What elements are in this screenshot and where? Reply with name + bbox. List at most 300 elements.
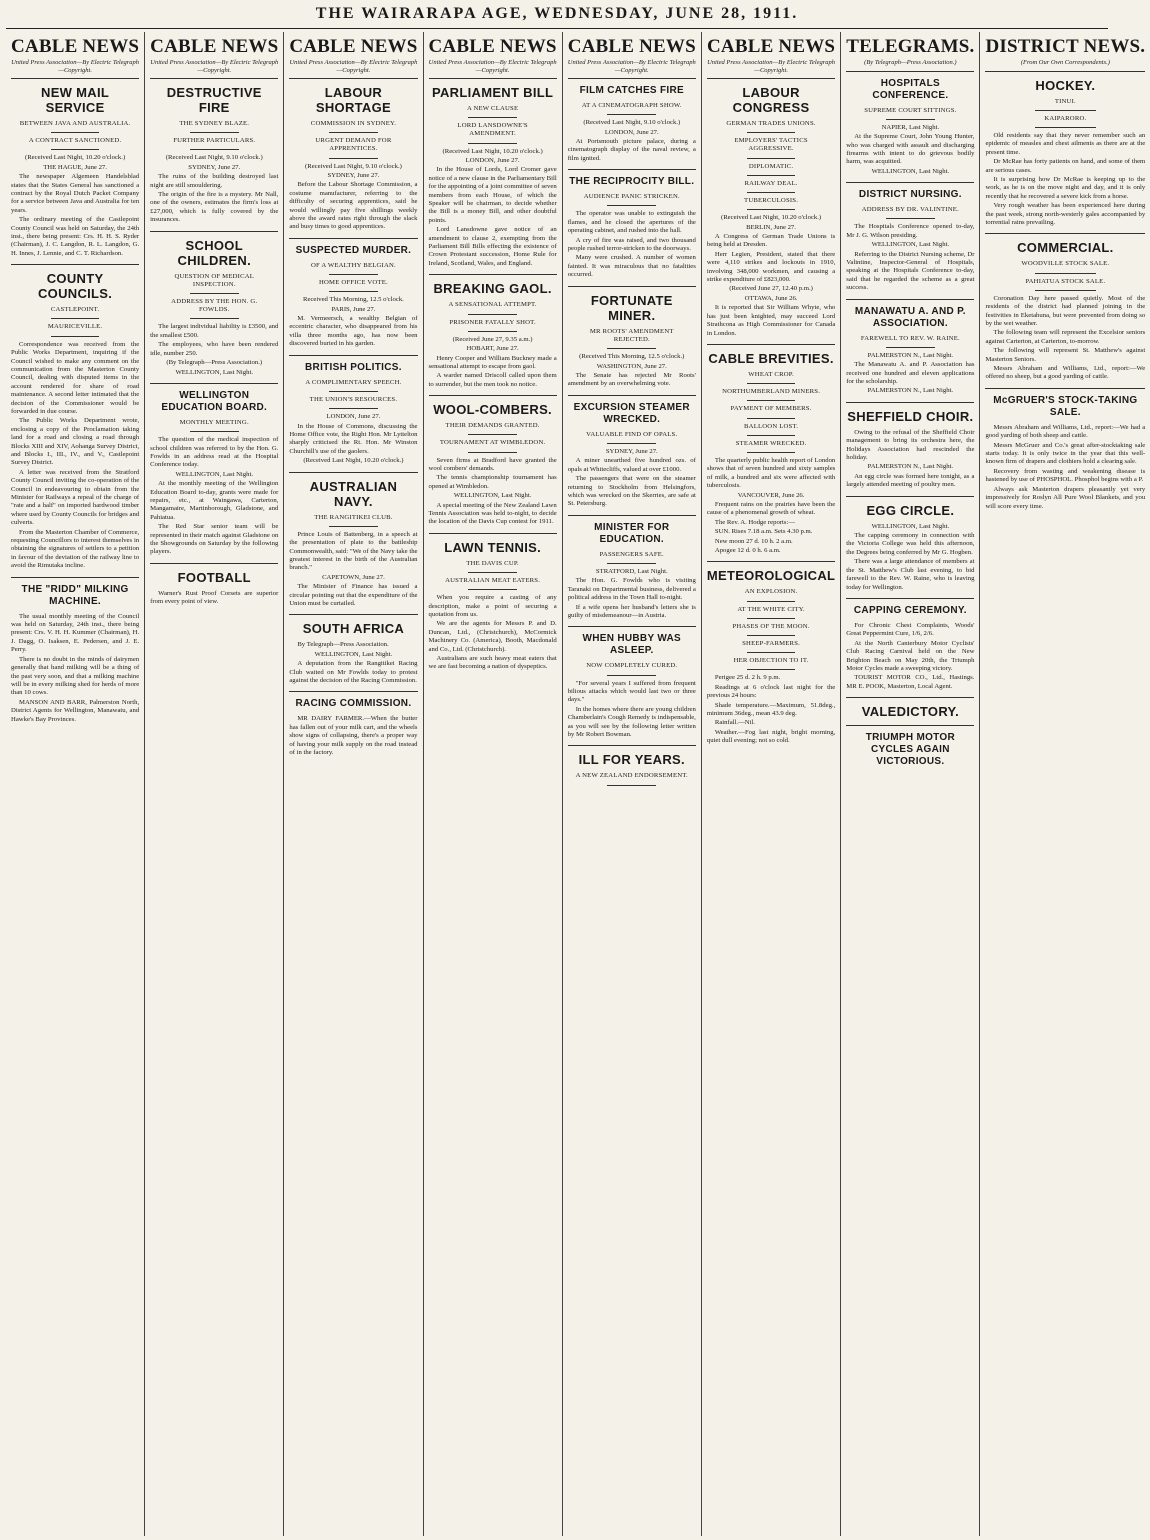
article-paragraph: (Received Last Night, 10.20 o'clock.): [442, 147, 543, 155]
article-subheading: ADDRESS BY THE HON. G. FOWLDS.: [171, 298, 258, 314]
column-5: [563, 32, 702, 1536]
article-paragraph: A miner unearthed five hundred ozs. of opals at Whitecliffs, valued at over £1000.: [567, 457, 696, 473]
article-paragraph: Owing to the refusal of the Sheffield Choir management to bring its orchestra here, the Holidays Association had rescinded the holiday.: [846, 428, 975, 462]
article-paragraph: PALMERSTON N., Last Night.: [867, 387, 954, 395]
article-subheading: AN EXPLOSION.: [744, 588, 798, 596]
article-paragraph: (Received June 27, 9.35 a.m.): [452, 335, 533, 343]
article-paragraph: A deputation from the Rangitikei Racing Club waited on Mr Fowlds today to protest against the decision of the Racing Commission.: [289, 660, 418, 685]
section-divider: [568, 515, 696, 516]
article-paragraph: New moon 27 d. 10 h. 2 a.m.: [714, 537, 793, 545]
article-paragraph: The Public Works Department wrote, enclosing a copy of the Proclamation taking land for a road and closing a road through Blocks XIII and XIV, Aohanga Survey District, and Blocks I., III., IV., and V., Castlepoint Survey District.: [11, 417, 140, 467]
article-subheading: SHEEP-FARMERS.: [742, 640, 800, 647]
short-rule: [886, 119, 935, 120]
article-paragraph: Coronation Day here passed quietly. Most of the residents of the district had planned joining in the festivities in Eketahuna, but were prevented from doing so by the wet weather.: [985, 294, 1146, 327]
short-rule: [190, 318, 239, 319]
article-paragraph: (Received Last Night, 9.10 o'clock.): [583, 119, 681, 127]
article-subheading: DIPLOMATIC.: [748, 162, 794, 170]
article-paragraph: LONDON, June 27.: [604, 128, 659, 136]
article-subheading: FURTHER PARTICULARS.: [173, 137, 256, 145]
article-paragraph: Seven firms at Bradford have granted the wool combers' demands.: [428, 456, 557, 472]
short-rule: [468, 434, 517, 435]
section-divider: [568, 626, 696, 627]
article-headline: COUNTY COUNCILS.: [37, 271, 113, 302]
article-paragraph: BERLIN, June 27.: [746, 223, 796, 231]
article-subheading: KAIPARORO.: [1044, 114, 1087, 122]
article-subheading: TUBERCULOSIS.: [744, 197, 799, 205]
article-headline: EGG CIRCLE.: [866, 502, 955, 518]
section-divider: [985, 233, 1145, 234]
short-rule: [607, 675, 656, 676]
article-paragraph: HOBART, June 27.: [466, 345, 519, 353]
article-paragraph: At the monthly meeting of the Wellington Education Board to-day, grants were made for repairs, etc., at Waingawa, Carterton, Mangamaire, Martinborough, Gladstone, and Pahiatua.: [150, 480, 279, 521]
article-subheading: A SENSATIONAL ATTEMPT.: [448, 301, 537, 309]
section-divider: [289, 238, 417, 239]
short-rule: [886, 347, 935, 348]
article-paragraph: It is reported that Sir William Whyte, who has just been knighted, may succeed Lord Strathcona as High Commissioner for Canada in London.: [706, 304, 836, 337]
article-paragraph: THE HAGUE, June 27.: [43, 163, 107, 171]
article-headline: SCHOOL CHILDREN.: [177, 237, 251, 268]
article-paragraph: SUN. Rises 7.18 a.m. Sets 4.30 p.m.: [714, 528, 813, 536]
article-headline: DISTRICT NURSING.: [858, 189, 962, 201]
article-paragraph: (Received Last Night, 10.20 o'clock.): [720, 214, 822, 222]
article-paragraph: NAPIER, Last Night.: [881, 123, 940, 131]
article-paragraph: SYDNEY, June 27.: [327, 172, 380, 180]
article-paragraph: LONDON, June 27.: [465, 157, 520, 165]
article-paragraph: The largest individual liability is £3500, and the smallest £500.: [150, 323, 279, 339]
article-subheading: OF A WEALTHY BELGIAN.: [310, 261, 396, 269]
column-subtitle: (From Our Own Correspondents.): [985, 59, 1145, 72]
short-rule: [329, 291, 378, 292]
section-divider: [429, 274, 557, 275]
article-paragraph: The Manawatu A. and P. Association has received one hundred and eleven applications for the scholarship.: [846, 361, 975, 386]
short-rule: [329, 391, 378, 392]
article-headline: THE RECIPROCITY BILL.: [569, 176, 695, 188]
short-rule: [747, 400, 796, 401]
article-paragraph: Herr Legien, President, stated that there were 4,110 strikes and lockouts in 1910, involving 348,000 workmen, and causing a strike expenditure of £823,000.: [706, 250, 836, 284]
article-paragraph: At Portsmouth picture palace, during a cinematograph display of the naval review, a film ignited.: [567, 138, 696, 162]
section-divider: [568, 286, 696, 287]
article-paragraph: Weather.—Fog last night, bright morning, quiet dull evening; not so cold.: [706, 728, 836, 745]
section-divider: [150, 563, 278, 564]
article-subheading: TOURNAMENT AT WIMBLEDON.: [439, 439, 546, 447]
short-rule: [51, 318, 100, 319]
column-subtitle: United Press Association—By Electric Telegraph—Copyright.: [150, 59, 278, 79]
short-rule: [747, 652, 796, 653]
short-rule: [329, 132, 378, 133]
article-headline: RACING COMMISSION.: [295, 698, 412, 710]
column-3: [284, 32, 423, 1536]
short-rule: [51, 149, 100, 150]
article-headline: EXCURSION STEAMER WRECKED.: [573, 401, 690, 425]
article-subheading: EMPLOYERS' TACTICS AGGRESSIVE.: [734, 137, 808, 153]
article-headline: LAWN TENNIS.: [444, 539, 541, 555]
article-subheading: MONTHLY MEETING.: [179, 418, 249, 426]
article-headline: BRITISH POLITICS.: [305, 361, 402, 373]
article-subheading: BALLOON LOST.: [744, 422, 799, 430]
article-paragraph: A Congress of German Trade Unions is being held at Dresden.: [706, 233, 836, 249]
article-subheading: WOODVILLE STOCK SALE.: [1021, 260, 1110, 268]
article-paragraph: The Hon. G. Fowlds who is visiting Taranaki on Departmental business, delivered a political address in the Town Hall to-night.: [567, 577, 696, 602]
column-subtitle: United Press Association—By Electric Telegraph—Copyright.: [289, 59, 417, 79]
article-subheading: COMMISSION IN SYDNEY.: [310, 120, 397, 127]
article-subheading: AT A CINEMATOGRAPH SHOW.: [581, 102, 682, 109]
article-headline: DESTRUCTIVE FIRE: [166, 85, 262, 115]
article-paragraph: The newspaper Algemeen Handelsblad states that the States General has sanctioned a contract by the Royal Dutch Packet Company for a service between Java and Australia for ten years.: [11, 173, 140, 214]
article-paragraph: Always ask Masterton drapers pleasantly yet very impressively for Roslyn All Pure Wool Blankets, and you will score every time.: [985, 485, 1146, 510]
short-rule: [747, 435, 796, 436]
article-headline: CABLE BREVITIES.: [708, 350, 834, 366]
short-rule: [329, 526, 378, 527]
article-paragraph: Correspondence was received from the Public Works Department, inquiring if the Council wished to make any comment on the communication from the Masterton County Council, dealing with disputed items in the account rendered for share of road maintenance. A second letter intimated that the decision of the Commissioner would be forwarded in due course.: [11, 340, 140, 415]
section-divider: [11, 264, 139, 265]
article-paragraph: The operator was unable to extinguish the flames, and he closed the apertures of the operating cabinet, and rushed into the hall.: [567, 210, 696, 235]
section-divider: [11, 577, 139, 578]
column-subtitle: (By Telegraph—Press Association.): [846, 59, 974, 72]
article-paragraph: Henry Cooper and William Buckney made a sensational attempt to escape from gaol.: [428, 354, 557, 370]
article-subheading: WHEAT CROP.: [748, 370, 794, 378]
short-rule: [1035, 127, 1096, 128]
short-rule: [747, 383, 796, 384]
section-divider: [846, 697, 974, 698]
article-headline: SOUTH AFRICA: [302, 621, 405, 637]
article-subheading: THE DAVIS CUP.: [466, 559, 519, 567]
short-rule: [468, 314, 517, 315]
article-paragraph: WELLINGTON, Last Night.: [175, 368, 254, 376]
article-subheading: URGENT DEMAND FOR APPRENTICES.: [315, 137, 392, 153]
article-paragraph: The Hospitals Conference opened to-day, Mr J. G. Wilson presiding.: [846, 223, 975, 239]
article-subheading: RAILWAY DEAL.: [744, 179, 798, 187]
section-divider: [289, 472, 417, 473]
article-subheading: VALUABLE FIND OF OPALS.: [586, 430, 678, 438]
article-headline: MINISTER FOR EDUCATION.: [594, 521, 670, 545]
article-paragraph: Dr McRae has forty patients on hand, and some of them are serious cases.: [985, 158, 1146, 174]
article-headline: CAPPING CEREMONY.: [853, 604, 967, 616]
short-rule: [747, 635, 796, 636]
article-subheading: TINUI.: [1054, 97, 1076, 105]
article-paragraph: (Received Last Night, 9.10 o'clock.): [305, 162, 402, 170]
article-headline: SUSPECTED MURDER.: [295, 244, 412, 256]
section-divider: [846, 496, 974, 497]
article-paragraph: In the House of Lords, Lord Cromer gave notice of a new clause in the Parliamentary Bill for the appointing of a joint committee of seven members from each House, of which the Speaker will be chairman, to decide whether the Bill is a money Bill, and other doubtful points.: [428, 166, 557, 224]
short-rule: [607, 785, 656, 786]
column-1: [6, 32, 145, 1536]
article-paragraph: The origin of the fire is a mystery. Mr Nall, one of the owners, estimates the firm's loss at £27,000, which is fully covered by the insurances.: [150, 191, 279, 224]
section-divider: [985, 388, 1145, 389]
section-divider: [707, 561, 835, 562]
short-rule: [607, 443, 656, 444]
article-paragraph: Lord Lansdowne gave notice of an amendment to clause 2, exempting from the Parliament Bill Bills effecting the existence of Crown Protestant succession, Home Rule for Ireland, Scotland, Wales, and England.: [428, 226, 557, 267]
article-subheading: CASTLEPOINT.: [50, 306, 100, 314]
article-headline: SHEFFIELD CHOIR.: [847, 408, 974, 424]
article-headline: FOOTBALL: [177, 569, 251, 585]
short-rule: [51, 132, 100, 133]
article-headline: FILM CATCHES FIRE: [579, 85, 684, 96]
article-headline: FORTUNATE MINER.: [590, 292, 673, 323]
article-paragraph: Australians are such heavy meat eaters that we are fast becoming a nation of dyspeptics.: [428, 655, 557, 671]
article-subheading: PAYMENT OF MEMBERS.: [730, 405, 812, 413]
article-subheading: AUDIENCE PANIC STRICKEN.: [583, 193, 680, 201]
article-paragraph: WASHINGTON, June 27.: [596, 362, 667, 370]
article-paragraph: The employees, who have been rendered idle, number 250.: [150, 341, 279, 357]
article-paragraph: Old residents say that they never remember such an epidemic of measles and chest ailments as there are at the present time.: [985, 131, 1146, 156]
article-paragraph: WELLINGTON, Last Night.: [871, 167, 950, 175]
article-subheading: HOME OFFICE VOTE.: [319, 279, 388, 287]
short-rule: [747, 132, 796, 133]
section-divider: [707, 344, 835, 345]
article-headline: METEOROLOGICAL: [706, 568, 836, 584]
article-paragraph: (Received This Morning, 12.5 o'clock.): [579, 353, 685, 361]
short-rule: [747, 601, 796, 602]
article-paragraph: MR DAIRY FARMER.—When the butter has fallen out of your milk cart, and the wheels show signs of collapsing, there's a proper way of having your milk supply on the road instead of in the factory.: [289, 715, 418, 757]
short-rule: [607, 563, 656, 564]
article-paragraph: The passengers that were on the steamer returning to Stockholm from Helsingfors, which was wrecked on the Skerries, are safe at St. Petersburg.: [567, 475, 696, 508]
column-6: [702, 32, 841, 1536]
article-subheading: THE UNION'S RESOURCES.: [309, 395, 398, 403]
article-paragraph: Messrs McGruer and Co.'s great after-stocktaking sale starts today. It is only twice in the year that this well-known firm of drapers and clothiers hold a clearing sale.: [985, 441, 1146, 466]
article-paragraph: By Telegraph—Press Association.: [297, 641, 389, 649]
article-paragraph: (Received June 27, 12.40 p.m.): [729, 285, 813, 293]
section-divider: [568, 745, 696, 746]
short-rule: [190, 293, 239, 294]
article-paragraph: WELLINGTON, Last Night.: [453, 492, 532, 500]
article-paragraph: PALMERSTON N., Last Night.: [867, 463, 954, 471]
article-subheading: THEIR DEMANDS GRANTED.: [445, 422, 540, 430]
section-divider: [846, 182, 974, 183]
short-rule: [468, 452, 517, 453]
article-subheading: PASSENGERS SAFE.: [599, 550, 664, 558]
article-paragraph: A special meeting of the New Zealand Lawn Tennis Association was held to-night, to decide the location of the Davis Cup contest for 1911.: [428, 501, 557, 526]
article-paragraph: The Minister of Finance has issued a circular pointing out that the expenditure of the Union must be curtailed.: [289, 583, 418, 607]
short-rule: [468, 143, 517, 144]
article-paragraph: SYDNEY, June 27.: [188, 163, 241, 171]
article-paragraph: The ruins of the building destroyed last night are still smouldering.: [150, 173, 279, 189]
short-rule: [190, 149, 239, 150]
article-paragraph: Readings at 6 o'clock last night for the previous 24 hours:: [706, 683, 836, 700]
section-divider: [568, 395, 696, 396]
short-rule: [607, 205, 656, 206]
short-rule: [747, 452, 796, 453]
short-rule: [747, 192, 796, 193]
article-headline: WELLINGTON EDUCATION BOARD.: [161, 389, 268, 413]
section-divider: [289, 355, 417, 356]
article-paragraph: The ordinary meeting of the Castlepoint County Council was held on Saturday, the 24th inst., there being present: Crs. H. H. S. Ryder (Chairman), J. C. Langdon, R. L. Langdon, G. H. Innes, J. Lennie, and C. T. Richardson.: [11, 216, 140, 257]
section-divider: [150, 231, 278, 232]
column-subtitle: United Press Association—By Electric Telegraph—Copyright.: [429, 59, 557, 79]
article-subheading: BETWEEN JAVA AND AUSTRALIA.: [19, 120, 131, 127]
short-rule: [329, 158, 378, 159]
article-headline: THE "RIDD" MILKING MACHINE.: [21, 583, 129, 607]
article-headline: AUSTRALIAN NAVY.: [309, 478, 398, 509]
column-title: CABLE NEWS: [289, 36, 418, 57]
article-paragraph: Very rough weather has been experienced here during the past week, strong north-westerly gales accompanied by torrential rains prevailing.: [985, 202, 1146, 226]
short-rule: [329, 408, 378, 409]
column-subtitle: United Press Association—By Electric Telegraph—Copyright.: [707, 59, 835, 79]
article-paragraph: At the North Canterbury Motor Cyclists' Club Racing Carnival held on the New Brighton Beach on May 20th, the Triumph Motor Cycles made a sweeping victory.: [846, 639, 975, 672]
article-headline: COMMERCIAL.: [1017, 240, 1114, 256]
article-paragraph: The Red Star senior team will be represented in their match against Gladstone on the Showgrounds on Saturday by the following players.: [150, 523, 279, 556]
article-paragraph: The question of the medical inspection of school children was referred to by the Hon. G. Fowlds in an address read at the Hospital Conference today.: [150, 436, 279, 469]
short-rule: [747, 175, 796, 176]
article-paragraph: A cry of fire was raised, and two thousand people rushed terror-stricken to the doorways.: [567, 236, 696, 253]
article-headline: LABOUR SHORTAGE: [315, 85, 391, 115]
column-title: CABLE NEWS: [567, 36, 696, 57]
article-paragraph: The usual monthly meeting of the Council was held on Saturday, 24th inst., there being present: Crs. V. H. H. Kummer (Chairman), H. J. Dagg, O. Isaksen, E. Pedersen, and J. E. Perry.: [11, 612, 140, 654]
article-headline: McGRUER'S STOCK-TAKING SALE.: [993, 394, 1138, 418]
article-paragraph: Frequent rains on the prairies have been the cause of a phenomenal growth of wheat.: [706, 500, 836, 517]
article-paragraph: The following will represent St. Matthew's against Masterton Seniors.: [985, 347, 1146, 363]
article-subheading: THE SYDNEY BLAZE.: [179, 120, 250, 127]
article-paragraph: The Senate has rejected Mr Roots' amendment by an overwhelming vote.: [567, 371, 696, 388]
article-paragraph: Messrs Abraham and Williams, Ltd., report:—We had a good yarding of both sheep and cattle.: [985, 423, 1146, 440]
article-paragraph: From the Masterton Chamber of Commerce, requesting Councillors to interest themselves in obtaining the signatures of settlers to a petition in favour of the deviation of the railway line to avoid the Rimutaka incline.: [11, 528, 140, 570]
short-rule: [747, 669, 796, 670]
article-paragraph: LONDON, June 27.: [326, 413, 381, 421]
section-divider: [289, 614, 417, 615]
article-subheading: FAREWELL TO REV. W. RAINE.: [860, 334, 960, 342]
short-rule: [329, 274, 378, 275]
short-rule: [468, 572, 517, 573]
column-title: DISTRICT NEWS.: [985, 36, 1146, 57]
article-paragraph: Rainfall.—Nil.: [714, 719, 755, 727]
article-paragraph: The Rev. A. Hodge reports:—: [714, 518, 796, 526]
article-paragraph: Many were crushed. A number of women fainted. It was miraculous that no fatalities occurred.: [567, 254, 696, 279]
short-rule: [1035, 290, 1096, 291]
article-paragraph: A letter was received from the Stratford County Council inviting the co-operation of the Council in endeavouring to obtain from the Minister for Railways a repeal of the charge of "rate and a half" on imported hardwood timber where used by County Councils for bridges and culverts.: [11, 468, 140, 527]
column-subtitle: United Press Association—By Electric Telegraph—Copyright.: [11, 59, 139, 79]
article-paragraph: The tennis championship tournament has opened at Wimbledon.: [428, 474, 557, 490]
article-paragraph: Messrs Abraham and Williams, Ltd., report:—We offered no sheep, but a good yarding of cattle.: [985, 365, 1146, 381]
article-paragraph: WELLINGTON, Last Night.: [314, 650, 393, 658]
column-title: CABLE NEWS: [706, 36, 836, 57]
article-paragraph: Referring to the District Nursing scheme, Dr Valintine, Inspector-General of Hospitals, speaking at the Hospitals Conference to-day, said that he regarded the scheme as a great success.: [846, 250, 975, 292]
article-headline: HOSPITALS CONFERENCE.: [872, 77, 949, 101]
article-paragraph: (Received Last Night, 10.20 o'clock.): [24, 154, 126, 162]
article-subheading: PAHIATUA STOCK SALE.: [1025, 277, 1106, 285]
article-paragraph: Recovery from wasting and weakening disease is hastened by use of PHOSPHOL. Phosphol begins with a P.: [985, 467, 1146, 484]
article-paragraph: TOURIST MOTOR CO., Ltd., Hastings. MR E. POOK, Masterton, Local Agent.: [846, 674, 975, 690]
article-subheading: A NEW CLAUSE: [466, 105, 519, 112]
article-subheading: AT THE WHITE CITY.: [737, 605, 805, 613]
section-divider: [429, 395, 557, 396]
article-subheading: SUPREME COURT SITTINGS.: [864, 106, 957, 114]
section-divider: [846, 725, 974, 726]
column-7: [841, 32, 980, 1536]
article-paragraph: There was a large attendance of members at the St. Matthew's Club last evening, to bid farewell to the Rev. W. Raine, who is leaving today for Wellington.: [846, 558, 975, 591]
article-subheading: AUSTRALIAN MEAT EATERS.: [445, 577, 541, 584]
article-paragraph: Before the Labour Shortage Commission, a costume manufacturer, referring to the difficulty of securing apprentices, said he would willingly pay five shillings weekly above the award rates right through the slack and busy times to good apprentices.: [289, 181, 418, 231]
article-paragraph: It is surprising how Dr McRae is keeping up to the work, as he is on the move night and day, and it is only recently that he recovered a severe kick from a horse.: [985, 175, 1146, 200]
article-paragraph: In the homes where there are young children Chamberlain's Cough Remedy is indispensable, as you will see by the following letter written by Mr Robert Bowman.: [567, 705, 696, 739]
article-paragraph: VANCOUVER, June 26.: [737, 491, 805, 499]
article-subheading: MAURICEVILLE.: [47, 323, 103, 331]
article-paragraph: In the House of Commons, discussing the Home Office vote, the Right Hon. Mr Lyttelton sharply criticised the Rt. Hon. Mr Winston Churchill's use of the gaolers.: [289, 422, 418, 455]
article-paragraph: The capping ceremony in connection with the Victoria College was held this afternoon, the Degrees being conferred by Mr G. Hogben.: [846, 532, 975, 556]
short-rule: [1035, 110, 1096, 111]
short-rule: [468, 589, 517, 590]
short-rule: [607, 348, 656, 349]
article-headline: TRIUMPH MOTOR CYCLES AGAIN VICTORIOUS.: [865, 732, 955, 768]
article-subheading: NOW COMPLETELY CURED.: [586, 662, 678, 670]
article-paragraph: PALMERSTON N., Last Night.: [867, 351, 954, 359]
article-paragraph: We are the agents for Messrs P. and D. Duncan, Ltd., (Christchurch), McCormick Machinery Co. (America), Booth, Macdonald and Co., Ltd. (Christchurch).: [428, 620, 557, 653]
article-headline: PARLIAMENT BILL: [431, 85, 554, 100]
article-paragraph: (Received Last Night, 9.10 o'clock.): [165, 154, 263, 162]
article-subheading: QUESTION OF MEDICAL INSPECTION.: [174, 272, 255, 288]
article-paragraph: Perigee 25 d. 2 h. 9 p.m.: [714, 674, 781, 682]
article-paragraph: Prince Louis of Battenberg, in a speech at the presentation of plate to the battleship Commonwealth, said: "We of the Navy take the greatest interest in the birth of the Australian branch.": [289, 530, 418, 572]
article-headline: MANAWATU A. AND P. ASSOCIATION.: [854, 305, 966, 329]
article-paragraph: (Received Last Night, 10.20 o'clock.): [303, 457, 404, 465]
short-rule: [468, 117, 517, 118]
article-headline: VALEDICTORY.: [861, 704, 959, 720]
article-subheading: NORTHUMBERLAND MINERS.: [722, 388, 821, 396]
masthead: THE WAIRARAPA AGE, WEDNESDAY, JUNE 28, 1911.: [6, 0, 1108, 29]
article-paragraph: If a wife opens her husband's letters she is guilty of misdemeanour—in Austria.: [567, 603, 696, 619]
article-subheading: ADDRESS BY DR. VALINTINE.: [861, 206, 959, 214]
short-rule: [747, 418, 796, 419]
article-headline: WOOL-COMBERS.: [433, 402, 552, 418]
column-subtitle: United Press Association—By Electric Telegraph—Copyright.: [568, 59, 696, 79]
short-rule: [51, 336, 100, 337]
article-paragraph: At the Supreme Court, John Young Hunter, who was charged with assault and discharging firearms with intent to do grievous bodily harm, was acquitted.: [846, 133, 975, 166]
article-subheading: A NEW ZEALAND ENDORSEMENT.: [575, 772, 688, 780]
article-headline: BREAKING GAOL.: [433, 281, 552, 297]
short-rule: [1035, 273, 1096, 274]
short-rule: [747, 158, 796, 159]
column-title: CABLE NEWS: [11, 36, 140, 57]
section-divider: [846, 402, 974, 403]
section-divider: [568, 169, 696, 170]
article-headline: NEW MAIL SERVICE: [41, 85, 110, 115]
article-paragraph: M. Vermeersch, a wealthy Belgian of eccentric character, who disappeared from his villa three months ago, has now been discovered buried in his garden.: [289, 315, 418, 348]
article-paragraph: MANSON AND BARR, Palmerston North, District Agents for Wellington, Manawatu, and Hawke's Bay Provinces.: [11, 698, 140, 723]
article-subheading: A COMPLIMENTARY SPEECH.: [305, 378, 402, 386]
short-rule: [747, 618, 796, 619]
article-subheading: GERMAN TRADES UNIONS.: [726, 120, 816, 127]
article-paragraph: CAPETOWN, June 27.: [322, 573, 385, 581]
short-rule: [886, 218, 935, 219]
article-paragraph: WELLINGTON, Last Night.: [871, 522, 950, 530]
article-paragraph: When you require a casting of any description, make a point of securing a quotation from us.: [428, 594, 557, 619]
article-paragraph: The following team will represent the Excelsior seniors against Carterton, at Carterton, to-morrow.: [985, 329, 1146, 345]
article-subheading: PRISONER FATALLY SHOT.: [449, 318, 536, 326]
section-divider: [289, 691, 417, 692]
column-title: CABLE NEWS: [428, 36, 557, 57]
short-rule: [190, 431, 239, 432]
article-paragraph: Warner's Rust Proof Corsets are superior from every point of view.: [150, 589, 279, 606]
short-rule: [468, 331, 517, 332]
column-2: [145, 32, 284, 1536]
article-headline: LABOUR CONGRESS: [732, 85, 810, 115]
article-subheading: THE RANGITIKEI CLUB.: [314, 513, 393, 521]
article-paragraph: (By Telegraph—Press Association.): [166, 359, 263, 367]
article-subheading: A CONTRACT SANCTIONED.: [28, 137, 122, 145]
column-title: CABLE NEWS: [150, 36, 279, 57]
article-subheading: HER OBJECTION TO IT.: [733, 657, 809, 665]
section-divider: [846, 598, 974, 599]
column-4: [424, 32, 563, 1536]
short-rule: [607, 114, 656, 115]
article-headline: WHEN HUBBY WAS ASLEEP.: [582, 633, 681, 657]
article-subheading: MR ROOTS' AMENDMENT REJECTED.: [589, 327, 674, 343]
article-paragraph: WELLINGTON, Last Night.: [175, 470, 254, 478]
article-subheading: LORD LANSDOWNE'S AMENDMENT.: [457, 122, 528, 138]
article-paragraph: An egg circle was formed here tonight, as a largely attended meeting of poultry men.: [846, 472, 975, 489]
article-paragraph: WELLINGTON, Last Night.: [871, 241, 950, 249]
article-headline: ILL FOR YEARS.: [578, 752, 685, 768]
columns-grid: [6, 32, 1146, 1536]
section-divider: [846, 299, 974, 300]
